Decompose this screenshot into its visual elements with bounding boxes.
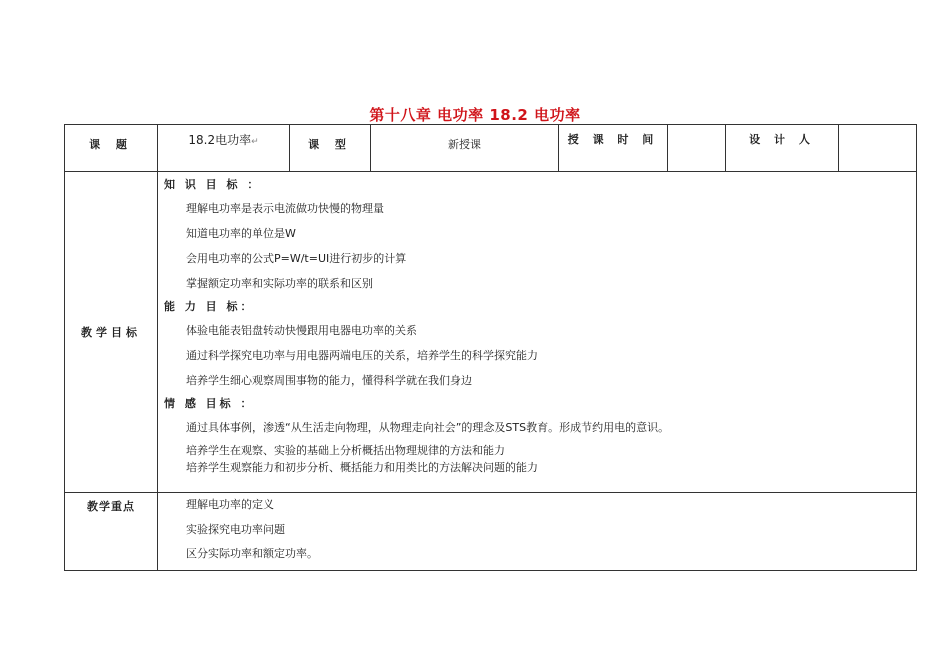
objectives-content	[158, 172, 917, 493]
designer-label: 设 计 人	[726, 125, 839, 172]
key-points-content	[158, 493, 917, 571]
ability-item: 通过科学探究电功率与用电器两端电压的关系，培养学生的科学探究能力	[186, 349, 538, 362]
ability-item: 体验电能表铝盘转动快慢跟用电器电功率的关系	[186, 324, 417, 337]
objectives-label: 教学目标	[65, 172, 158, 493]
key-points-label: 教学重点	[65, 493, 158, 571]
key-points-row	[65, 493, 917, 571]
time-value	[668, 125, 726, 172]
key-point-item: 实验探究电功率问题	[186, 523, 285, 536]
return-mark-icon: ↵	[251, 137, 259, 147]
type-label: 课 型	[290, 125, 371, 172]
emotion-item: 培养学生观察能力和初步分析、概括能力和用类比的方法解决问题的能力	[186, 461, 538, 474]
header-row	[65, 125, 917, 172]
emotion-item: 通过具体事例，渗透“从生活走向物理，从物理走向社会”的理念及STS教育。形成节约用电的意识。	[186, 421, 670, 434]
key-point-item: 区分实际功率和额定功率。	[186, 547, 318, 560]
designer-value	[839, 125, 917, 172]
topic-value: 18.2电功率	[188, 133, 252, 147]
ability-item: 培养学生细心观察周围事物的能力，懂得科学就在我们身边	[186, 374, 472, 387]
knowledge-heading: 知 识 目 标 ：	[164, 178, 262, 191]
lesson-plan-table	[64, 124, 917, 571]
key-point-item: 理解电功率的定义	[186, 498, 274, 511]
page-title: 第十八章 电功率 18.2 电功率	[369, 106, 581, 124]
emotion-item: 培养学生在观察、实验的基础上分析概括出物理规律的方法和能力	[186, 444, 505, 457]
knowledge-item: 掌握额定功率和实际功率的联系和区别	[186, 277, 373, 290]
objectives-row	[65, 172, 917, 493]
topic-value-cell	[158, 125, 290, 172]
knowledge-item: 会用电功率的公式P=W/t=UI进行初步的计算	[186, 252, 407, 265]
topic-label: 课 题	[65, 125, 158, 172]
type-value: 新授课	[371, 125, 559, 172]
emotion-heading: 情 感 目标 ：	[164, 397, 255, 410]
time-label: 授 课 时 间	[559, 125, 668, 172]
ability-heading: 能 力 目 标：	[164, 300, 255, 313]
knowledge-item: 理解电功率是表示电流做功快慢的物理量	[186, 202, 384, 215]
knowledge-item: 知道电功率的单位是W	[186, 227, 296, 240]
